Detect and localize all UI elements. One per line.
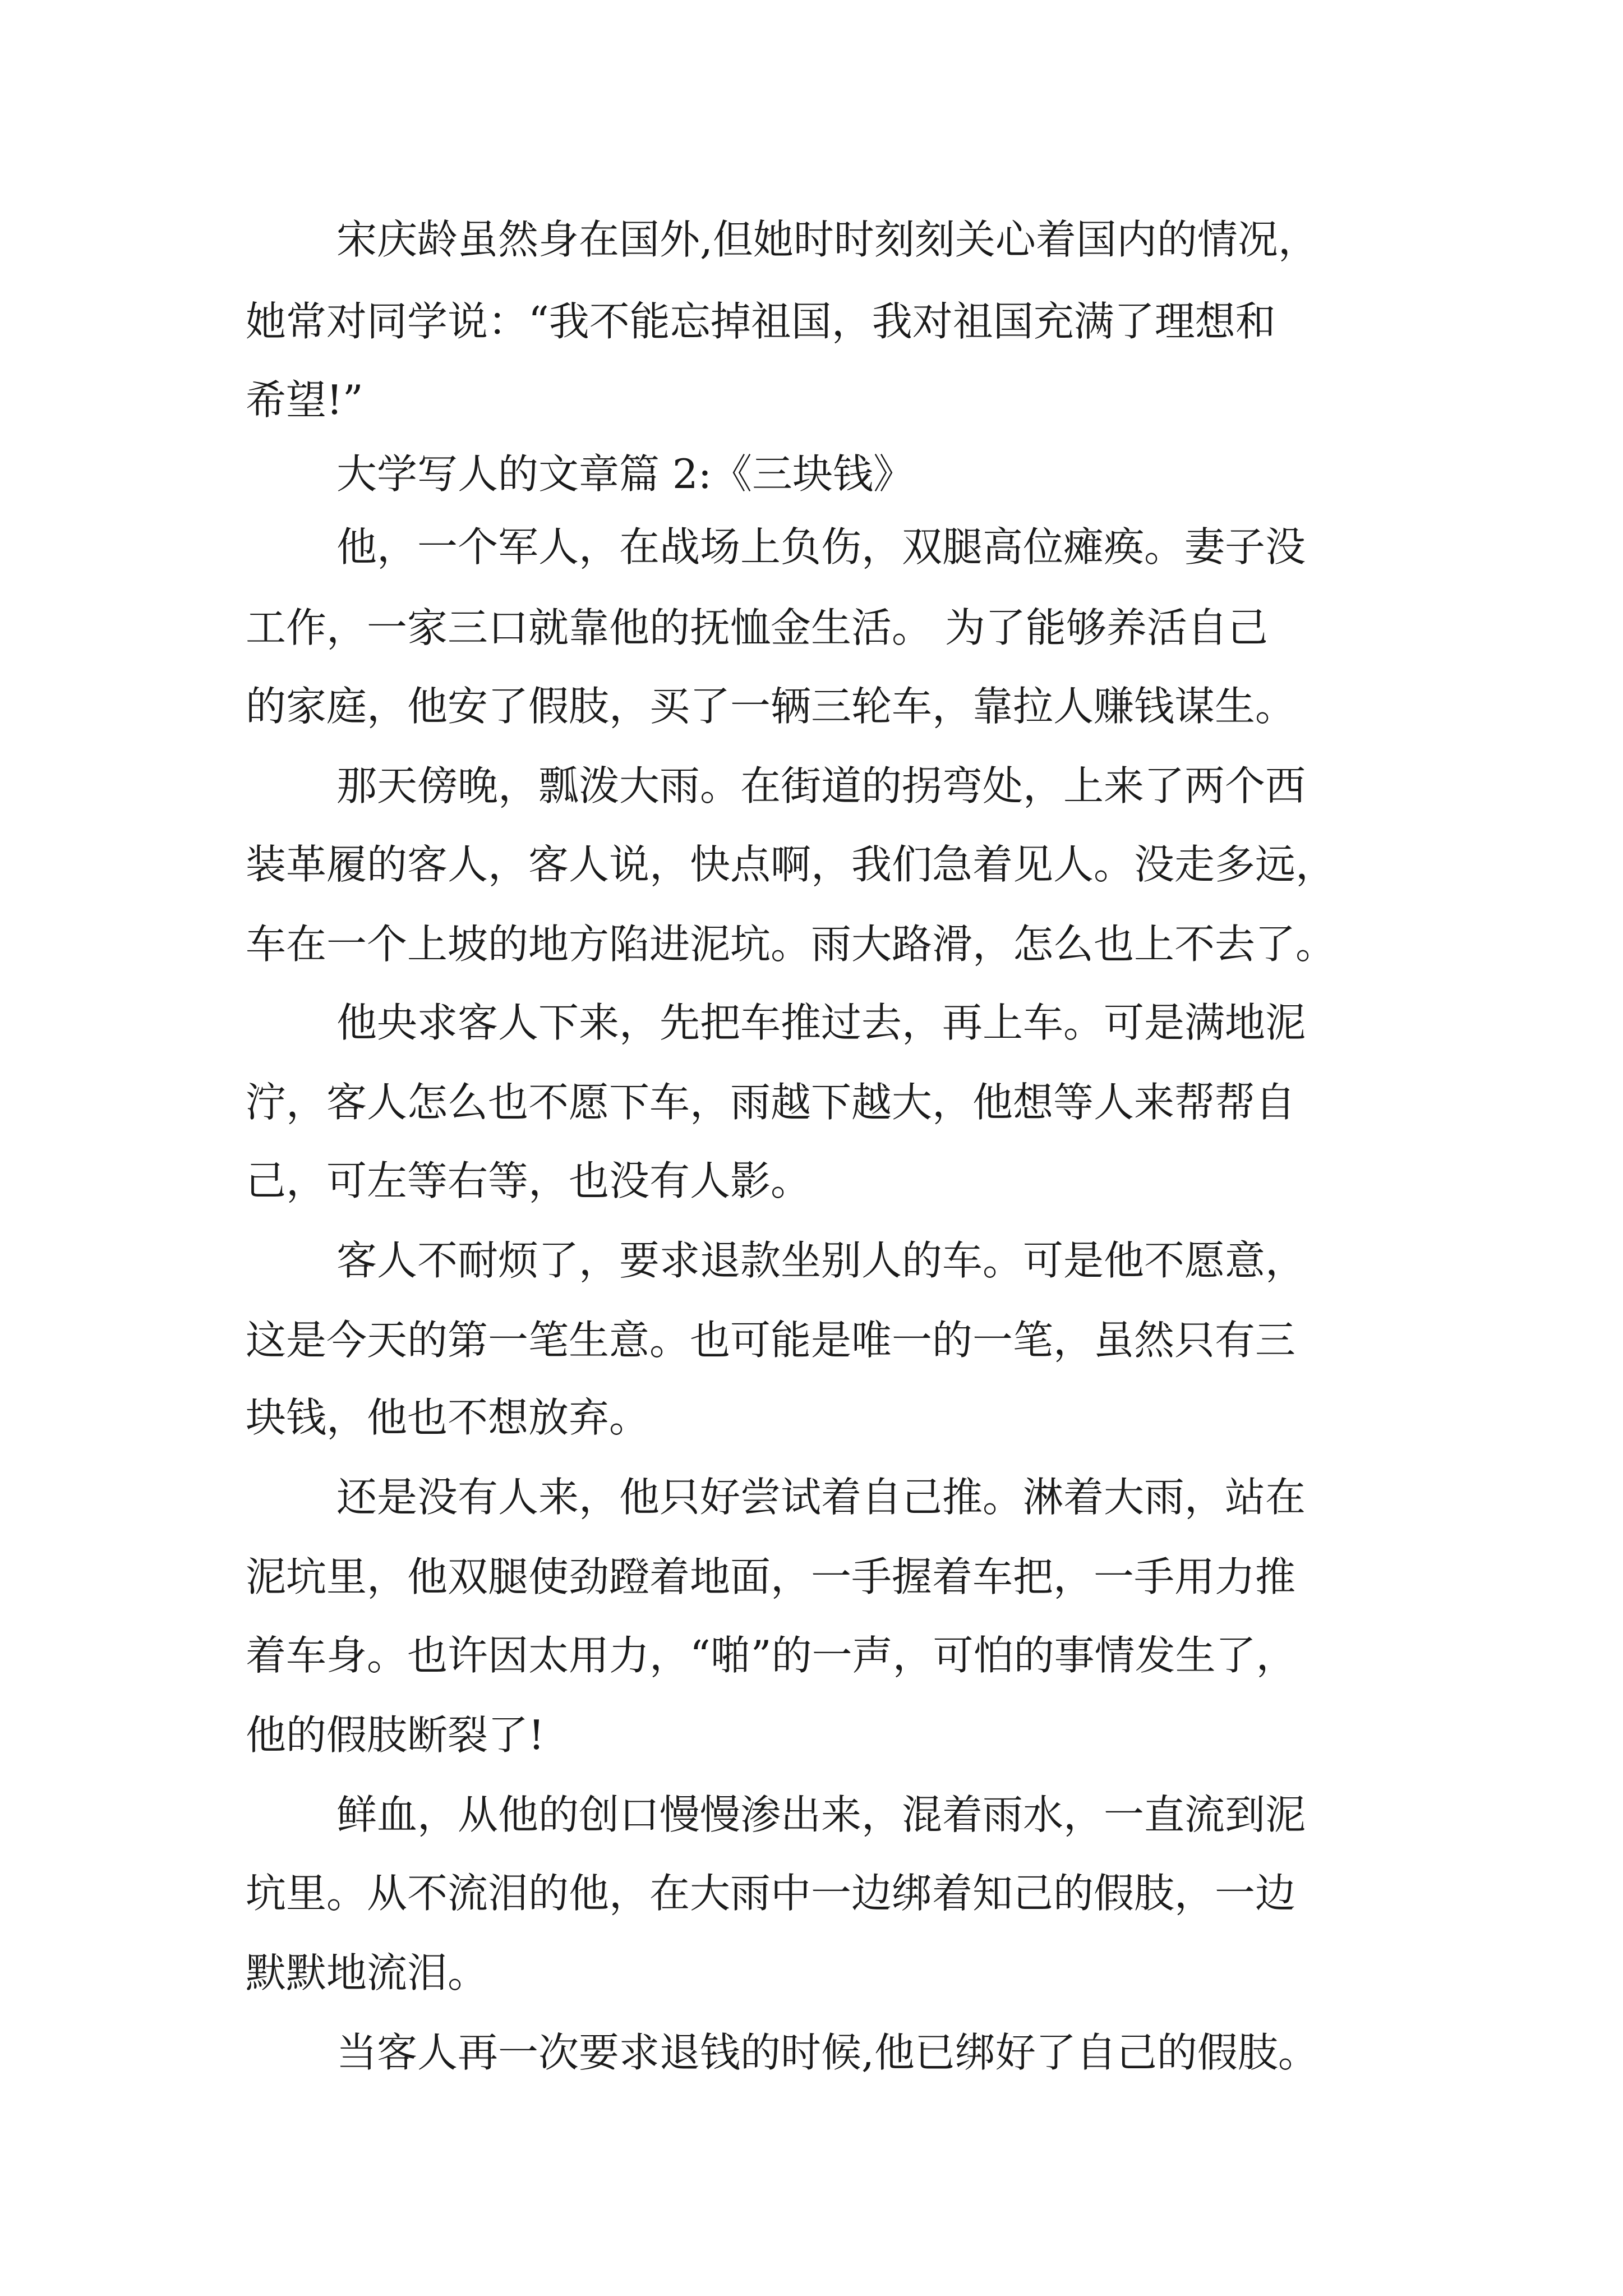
- text-line: 当客人再一次要求退钱的时候,他已绑好了自己的假肢。: [336, 2029, 1318, 2076]
- text-line: 泞，客人怎么也不愿下车，雨越下越大，他想等人来帮帮自: [246, 1079, 1296, 1126]
- text-line: 还是没有人来，他只好尝试着自己推。淋着大雨，站在: [336, 1474, 1306, 1521]
- text-line: 他，一个军人，在战场上负伤，双腿高位瘫痪。妻子没: [336, 523, 1306, 570]
- text-line: 他的假肢断裂了!: [246, 1711, 545, 1759]
- text-line: 她常对同学说：“我不能忘掉祖国，我对祖国充满了理想和: [246, 298, 1276, 345]
- text-line: 己，可左等右等，也没有人影。: [246, 1157, 811, 1204]
- text-line: 客人不耐烦了，要求退款坐别人的车。可是他不愿意，: [336, 1237, 1306, 1284]
- text-line: 这是今天的第一笔生意。也可能是唯一的一笔，虽然只有三: [246, 1317, 1296, 1364]
- text-line: 宋庆龄虽然身在国外,但她时时刻刻关心着国内的情况，: [336, 216, 1318, 263]
- text-line: 他央求客人下来，先把车推过去，再上车。可是满地泥: [336, 999, 1306, 1046]
- section-heading: 大学写人的文章篇 2:《三块钱》: [336, 450, 914, 498]
- text-line: 工作，一家三口就靠他的抚恤金生活。 为了能够养活自己: [246, 604, 1268, 651]
- text-line: 装革履的客人，客人说，快点啊，我们急着见人。没走多远，: [246, 841, 1336, 888]
- text-line: 泥坑里，他双腿使劲蹬着地面，一手握着车把，一手用力推: [246, 1553, 1296, 1600]
- text-line: 默默地流泪。: [246, 1949, 488, 1996]
- text-line: 鲜血，从他的创口慢慢渗出来，混着雨水，一直流到泥: [336, 1791, 1306, 1838]
- text-line: 着车身。也许因太用力，“啪”的一声，可怕的事情发生了，: [246, 1632, 1297, 1679]
- text-line: 希望!”: [246, 376, 363, 424]
- text-line: 那天傍晚，瓢泼大雨。在街道的拐弯处，上来了两个西: [336, 762, 1306, 809]
- text-line: 坑里。从不流泪的他，在大雨中一边绑着知己的假肢，一边: [246, 1870, 1296, 1917]
- text-line: 的家庭，他安了假肢，买了一辆三轮车，靠拉人赚钱谋生。: [246, 683, 1296, 730]
- text-line: 车在一个上坡的地方陷进泥坑。雨大路滑，怎么也上不去了。: [246, 921, 1336, 968]
- text-line: 块钱，他也不想放弃。: [246, 1394, 650, 1441]
